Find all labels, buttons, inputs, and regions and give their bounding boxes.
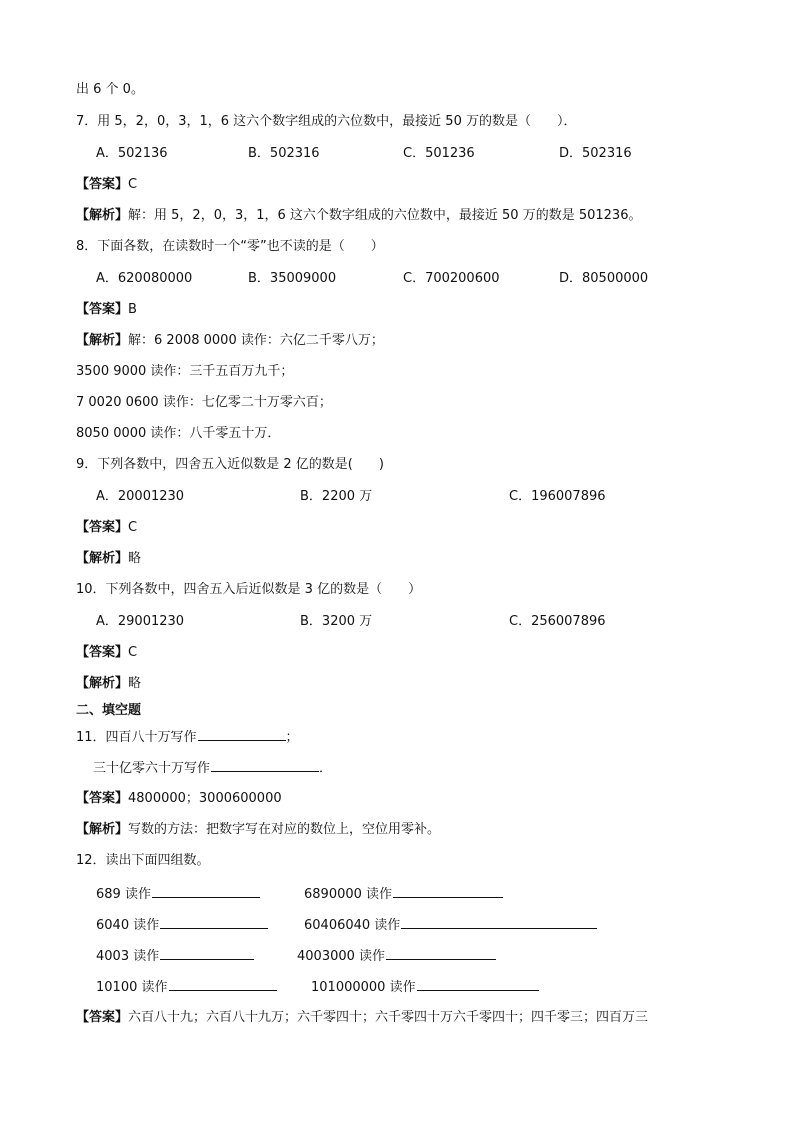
read-item-689	[96, 883, 260, 904]
read-item-label: 4003000 读作	[297, 949, 386, 964]
answer-label: 【答案】	[76, 177, 129, 192]
q10-option-b: B．3200 万	[300, 614, 373, 629]
explanation-text: 写数的方法：把数字写在对应的数位上，空位用零补。	[128, 822, 441, 837]
read-item-label: 689 读作	[96, 887, 151, 902]
q8-option-b: B．35009000	[248, 271, 337, 286]
section-heading-fill-in: 二、填空题	[76, 703, 142, 718]
q9-answer	[76, 519, 137, 537]
q11b-answer-blank[interactable]	[211, 757, 319, 772]
explanation-label: 【解析】	[76, 676, 129, 691]
answer-label: 【答案】	[76, 302, 129, 317]
q11b-end: ．	[319, 761, 333, 776]
explanation-label: 【解析】	[76, 822, 129, 837]
question-10: 10．下列各数中，四舍五入后近似数是 3 亿的数是（ ）	[76, 582, 422, 597]
read-item-blank[interactable]	[386, 945, 496, 960]
q11-answer	[76, 790, 282, 808]
q7-explanation	[76, 207, 641, 225]
q7-option-b: B．502316	[248, 146, 320, 161]
q11a-text: 11．四百八十万写作	[76, 730, 197, 745]
question-11-part-a	[76, 726, 299, 747]
answer-label: 【答案】	[76, 645, 129, 660]
answer-label: 【答案】	[76, 520, 129, 535]
explanation-text: 解：用 5，2，0，3，1，6 这六个数字组成的六位数中，最接近 50 万的数是 501236。	[128, 208, 642, 223]
answer-value: C	[128, 645, 138, 660]
carryover-line: 出 6 个 0。	[76, 82, 144, 97]
q8-answer	[76, 301, 137, 319]
q12-answer	[76, 1009, 648, 1027]
read-item-blank[interactable]	[401, 914, 597, 929]
question-9: 9．下列各数中，四舍五入近似数是 2 亿的数是( )	[76, 457, 384, 472]
answer-label: 【答案】	[76, 1010, 129, 1025]
q8-explanation-line-3: 7 0020 0600 读作：七亿零二十万零六百；	[76, 395, 332, 410]
read-item-label: 10100 读作	[96, 980, 168, 995]
q9-option-a: A．20001230	[96, 489, 185, 504]
explanation-label: 【解析】	[76, 551, 129, 566]
read-item-blank[interactable]	[160, 945, 254, 960]
q8-option-d: D．80500000	[559, 271, 649, 286]
read-item-101000000	[311, 976, 539, 997]
q10-answer	[76, 644, 137, 662]
answer-value: 六百八十九；六百八十九万；六千零四十；六千零四十万六千零四十；四千零三；四百万三	[128, 1010, 649, 1025]
read-item-blank[interactable]	[393, 883, 503, 898]
q9-explanation	[76, 550, 141, 568]
q8-explanation-line-4: 8050 0000 读作：八千零五十万．	[76, 426, 281, 441]
q8-option-c: C．700200600	[403, 271, 500, 286]
answer-value: 4800000；3000600000	[128, 791, 282, 806]
q10-explanation	[76, 675, 141, 693]
q8-option-a: A．620080000	[96, 271, 193, 286]
read-item-label: 101000000 读作	[311, 980, 416, 995]
read-item-blank[interactable]	[152, 883, 260, 898]
read-item-6040	[96, 914, 268, 935]
q9-option-c: C．196007896	[509, 489, 606, 504]
read-item-4003	[96, 945, 254, 966]
q7-option-d: D．502316	[559, 146, 632, 161]
answer-label: 【答案】	[76, 791, 129, 806]
read-item-label: 6890000 读作	[304, 887, 393, 902]
q11-explanation	[76, 821, 440, 839]
read-item-label: 4003 读作	[96, 949, 160, 964]
read-item-label: 60406040 读作	[304, 918, 401, 933]
read-item-10100	[96, 976, 277, 997]
explanation-text: 解：6 2008 0000 读作：六亿二千零八万；	[128, 333, 384, 348]
read-item-blank[interactable]	[169, 976, 277, 991]
answer-value: B	[128, 302, 137, 317]
read-item-blank[interactable]	[160, 914, 268, 929]
read-item-4003000	[297, 945, 496, 966]
q8-explanation-line-2: 3500 9000 读作：三千五百万九千；	[76, 364, 294, 379]
q10-option-c: C．256007896	[509, 614, 606, 629]
q8-explanation	[76, 332, 384, 350]
q7-answer	[76, 176, 137, 194]
question-12: 12．读出下面四组数。	[76, 853, 210, 868]
q11a-answer-blank[interactable]	[198, 726, 286, 741]
q7-option-c: C．501236	[403, 146, 475, 161]
q11a-end: ；	[285, 730, 299, 745]
read-item-60406040	[304, 914, 597, 935]
q10-option-a: A．29001230	[96, 614, 185, 629]
explanation-label: 【解析】	[76, 333, 129, 348]
answer-value: C	[128, 520, 138, 535]
read-item-6890000	[304, 883, 503, 904]
question-11-part-b	[93, 757, 332, 778]
question-7: 7．用 5，2，0，3，1，6 这六个数字组成的六位数中，最接近 50 万的数是（ ）．	[76, 114, 577, 129]
q9-option-b: B．2200 万	[300, 489, 373, 504]
read-item-label: 6040 读作	[96, 918, 160, 933]
q7-option-a: A．502136	[96, 146, 168, 161]
q11b-text: 三十亿零六十万写作	[93, 761, 211, 776]
explanation-text: 略	[128, 551, 142, 566]
explanation-text: 略	[128, 676, 142, 691]
explanation-label: 【解析】	[76, 208, 129, 223]
answer-value: C	[128, 177, 138, 192]
read-item-blank[interactable]	[417, 976, 539, 991]
question-8: 8．下面各数，在读数时一个“零”也不读的是（ ）	[76, 239, 384, 254]
